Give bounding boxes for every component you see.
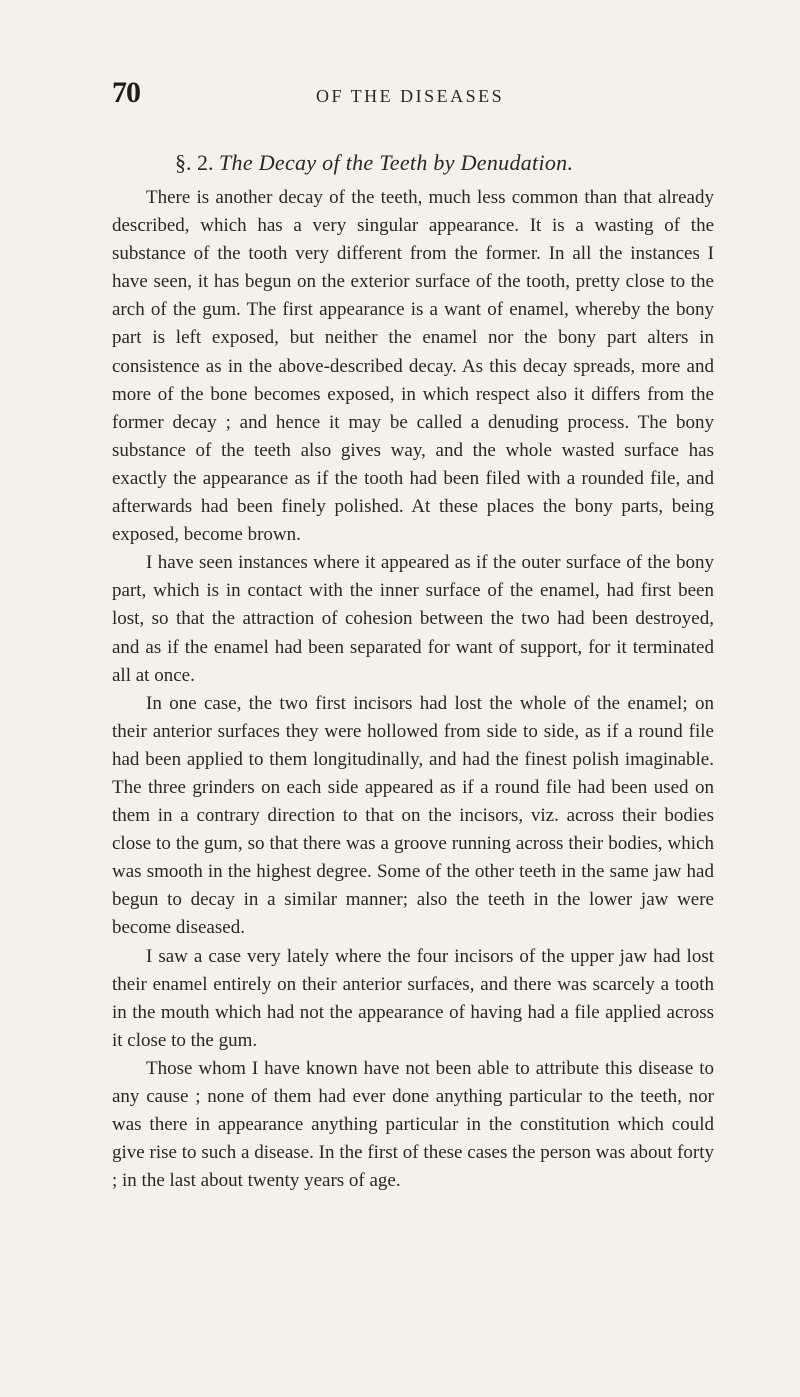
paragraph-2: I have seen instances where it appeared as if the outer surface of the bony part, which is in contact with the inner surface of the enamel, had first been lost, so that the attraction of cohesion between the two had been destroyed, and as if the enamel had been separated for want of support, for it terminated all at once. — [112, 552, 714, 686]
section-heading — [175, 150, 573, 176]
section-number: §. 2. — [175, 150, 214, 175]
paragraph-4: I saw a case very lately where the four incisors of the upper jaw had lost their enamel entirely on their anterior surfaces, and there was scarcely a tooth in the mouth which had not the appearance of having had a file applied across it close to the gum. — [112, 945, 714, 1051]
page-number: 70 — [112, 76, 140, 109]
paragraph-1: There is another decay of the teeth, much less common than that already described, which has a very singular appearance. It is a wasting of the substance of the tooth very different from the former. In all the instances I have seen, it has begun on the exterior surface of the tooth, pretty close to the arch of the gum. The first appearance is a want of enamel, whereby the bony part is left exposed, but neither the enamel nor the bony part alters in consistence as in the above-described decay. As this decay spreads, more and more of the bone becomes exposed, in which respect also it differs from the former decay ; and hence it may be called a denuding process. The bony substance of the teeth also gives way, and the whole wasted surface has exactly the appearance as if the tooth had been filed with a rounded file, and afterwards had been finely polished. At these places the bony parts, being exposed, become brown. — [112, 187, 714, 546]
paragraph-3: In one case, the two first incisors had lost the whole of the enamel; on their anterior surfaces they were hollowed from side to side, as if a round file had been applied to them longitudinally, and had the finest polish imaginable. The three grinders on each side appeared as if a round file had been used on them in a contrary direction to that on the incisors, viz. across their bodies close to the gum, so that there was a groove running across their bodies, which was smooth in the highest degree. Some of the other teeth in the same jaw had begun to decay in a similar manner; also the teeth in the lower jaw were become diseased. — [112, 692, 714, 939]
body-text — [112, 184, 714, 1195]
paragraph-5: Those whom I have known have not been able to attribute this disease to any cause ; none of them had ever done anything particular to the teeth, nor was there in appearance anything particular in the constitution which could give rise to such a disease. In the first of these cases the person was about forty ; in the last about twenty years of age. — [112, 1057, 714, 1192]
section-title: The Decay of the Teeth by Denudation. — [219, 150, 574, 175]
running-head: OF THE DISEASES — [316, 86, 505, 106]
